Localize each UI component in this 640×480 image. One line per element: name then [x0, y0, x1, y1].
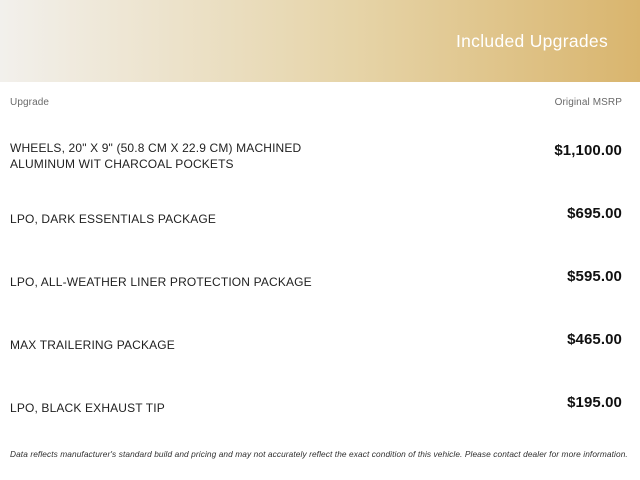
upgrade-label: LPO, ALL-WEATHER LINER PROTECTION PACKAGE: [10, 274, 312, 289]
upgrade-label: WHEELS, 20" X 9" (50.8 CM X 22.9 CM) MACHINED ALUMINUM WIT CHARCOAL POCKETS: [10, 140, 302, 171]
upgrade-price: $595.00: [567, 268, 622, 285]
table-row: [0, 251, 640, 314]
table-row: [0, 314, 640, 377]
column-header-upgrade: Upgrade: [10, 97, 50, 108]
upgrades-table: [0, 125, 640, 440]
upgrade-price: $465.00: [567, 331, 622, 348]
table-row: [0, 377, 640, 440]
upgrade-price: $195.00: [567, 394, 622, 411]
disclaimer-text: Data reflects manufacturer's standard build and pricing and may not accurately reflect the exact condition of this vehicle. Please contact dealer for more information.: [10, 449, 628, 459]
upgrade-price: $695.00: [567, 205, 622, 222]
table-row: [0, 188, 640, 251]
gradient-header: [0, 0, 640, 82]
upgrade-label: LPO, DARK ESSENTIALS PACKAGE: [10, 211, 217, 226]
upgrade-label: MAX TRAILERING PACKAGE: [10, 337, 175, 352]
column-header-msrp: Original MSRP: [554, 97, 622, 108]
table-row: [0, 125, 640, 188]
table-column-headers: [0, 82, 640, 108]
upgrade-price: $1,100.00: [554, 142, 622, 159]
upgrade-label: LPO, BLACK EXHAUST TIP: [10, 400, 165, 415]
page-title: Included Upgrades: [455, 30, 608, 51]
